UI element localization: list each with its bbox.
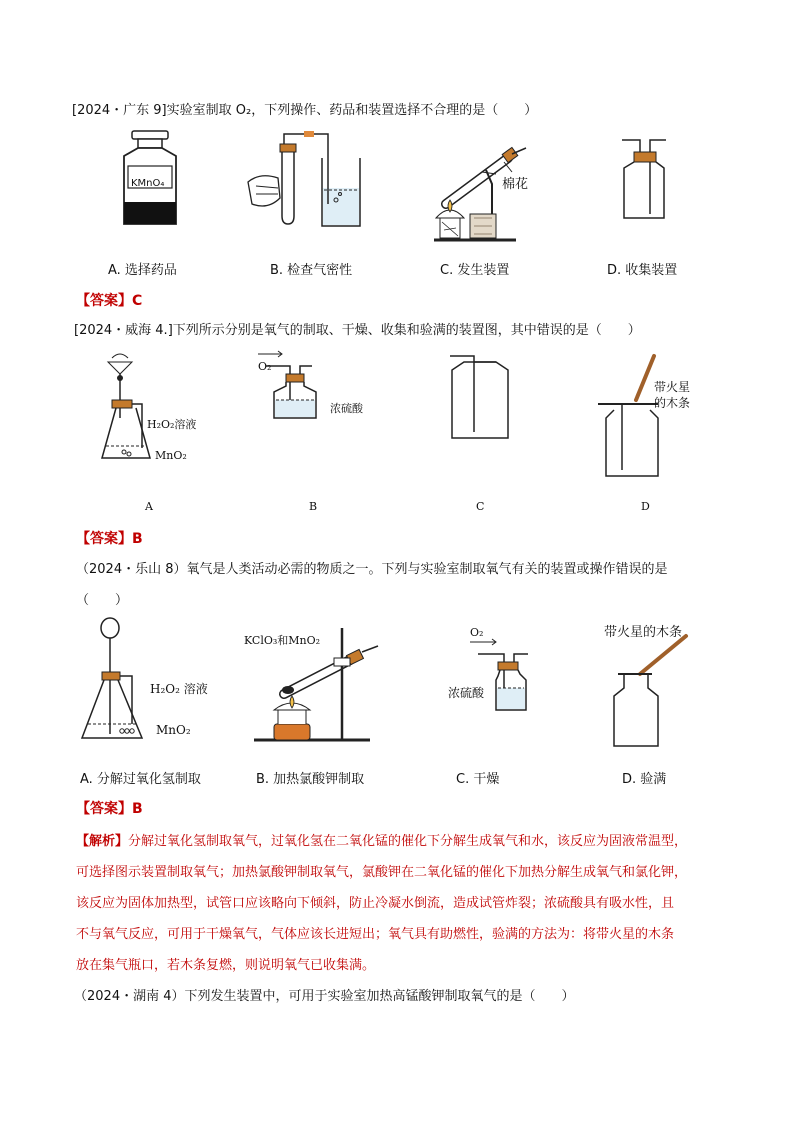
q2-image-c-collector	[446, 352, 514, 440]
q1-bottle-label: KMnO₄	[131, 178, 165, 189]
q2-caption-c: C	[476, 500, 485, 513]
q2-caption-b: B	[309, 500, 318, 513]
q2-stem: [2024・威海 4.]下列所示分别是氧气的制取、干燥、收集和验满的装置图，其中错误的是（ ）	[74, 323, 641, 338]
q3-image-a-flask	[78, 616, 154, 744]
q3-caption-a: A. 分解过氧化氢制取	[80, 772, 201, 787]
q3-analysis-line-1: 【解析】分解过氧化氢制取氧气，过氧化氢在二氧化锰的催化下分解生成氧气和水，该反应为固液常温型，	[76, 834, 688, 849]
q3-answer-value: B	[132, 801, 143, 817]
q2-acid-label: 浓硫酸	[330, 402, 363, 415]
q1-caption-a: A. 选择药品	[108, 263, 177, 278]
q3-mno2-label: MnO₂	[156, 723, 191, 737]
q3-o2-label: O₂	[470, 626, 484, 639]
q3-splint-label: 带火星的木条	[604, 625, 683, 640]
q3-answer	[76, 798, 143, 818]
q3-analysis-line-3: 该反应为固体加热型，试管口应该略向下倾斜，防止冷凝水倒流，造成试管炸裂；浓硫酸具有吸水性，且	[76, 896, 675, 911]
q3-acid-label: 浓硫酸	[448, 686, 485, 700]
q2-answer	[76, 528, 143, 548]
q1-image-c-generator	[426, 140, 536, 248]
q1-image-d-collector	[620, 134, 668, 224]
q3-h2o2-label: H₂O₂ 溶液	[150, 682, 208, 696]
q1-stem: [2024・广东 9]实验室制取 O₂，下列操作、药品和装置选择不合理的是（ ）	[72, 103, 538, 118]
q1-answer	[76, 290, 142, 310]
q3-analysis-line-2: 可选择图示装置制取氧气；加热氯酸钾制取氧气，氯酸钾在二氧化锰的催化下加热分解生成氧气和氯化钾，	[76, 865, 688, 880]
q2-image-d-verify	[596, 352, 668, 480]
q1-image-b-airtightness	[244, 128, 364, 230]
q3-caption-d: D. 验满	[622, 772, 667, 787]
q2-o2-label: O₂	[258, 360, 272, 373]
q3-analysis-line-4: 不与氧气反应，可用于干燥氧气，气体应该长进短出；氧气具有助燃性，验满的方法为：将带火星的木条	[76, 927, 675, 942]
q2-answer-label: 【答案】	[76, 531, 132, 547]
q3-answer-label: 【答案】	[76, 801, 132, 817]
q3-analysis-label: 【解析】	[76, 834, 129, 849]
q3-kclo3-label: KClO₃和MnO₂	[244, 634, 321, 647]
q1-caption-d: D. 收集装置	[607, 263, 678, 278]
q3-analysis	[76, 826, 726, 981]
q2-caption-a: A	[145, 500, 153, 513]
q3-analysis-line-5: 放在集气瓶口，若木条复燃，则说明氧气已收集满。	[76, 958, 376, 973]
q4-stem: （2024・湖南 4）下列发生装置中，可用于实验室加热高锰酸钾制取氧气的是（ ）	[74, 989, 575, 1004]
q3-image-c-drying-bottle	[468, 640, 536, 716]
q2-mno2-label: MnO₂	[155, 449, 187, 462]
q2-answer-value: B	[132, 531, 143, 547]
q2-splint-label-2: 的木条	[654, 396, 691, 410]
q2-splint-label-1: 带火星	[654, 380, 691, 394]
q1-cotton-label: 棉花	[502, 177, 529, 192]
q2-caption-d: D	[641, 500, 650, 513]
q1-answer-label: 【答案】	[76, 293, 132, 309]
q2-h2o2-label: H₂O₂溶液	[147, 418, 197, 431]
q2-image-a-flask	[96, 348, 166, 464]
q3-caption-b: B. 加热氯酸钾制取	[256, 772, 365, 787]
q3-image-d-verify	[610, 632, 702, 750]
q3-stem-line2: （ ）	[76, 593, 129, 608]
q1-answer-value: C	[132, 293, 143, 309]
q1-caption-b: B. 检查气密性	[270, 263, 353, 278]
q3-caption-c: C. 干燥	[456, 772, 500, 787]
q3-stem-line1: （2024・乐山 8）氧气是人类活动必需的物质之一。下列与实验室制取氧气有关的装置或操作错误的是	[76, 562, 668, 577]
q1-caption-c: C. 发生装置	[440, 263, 510, 278]
